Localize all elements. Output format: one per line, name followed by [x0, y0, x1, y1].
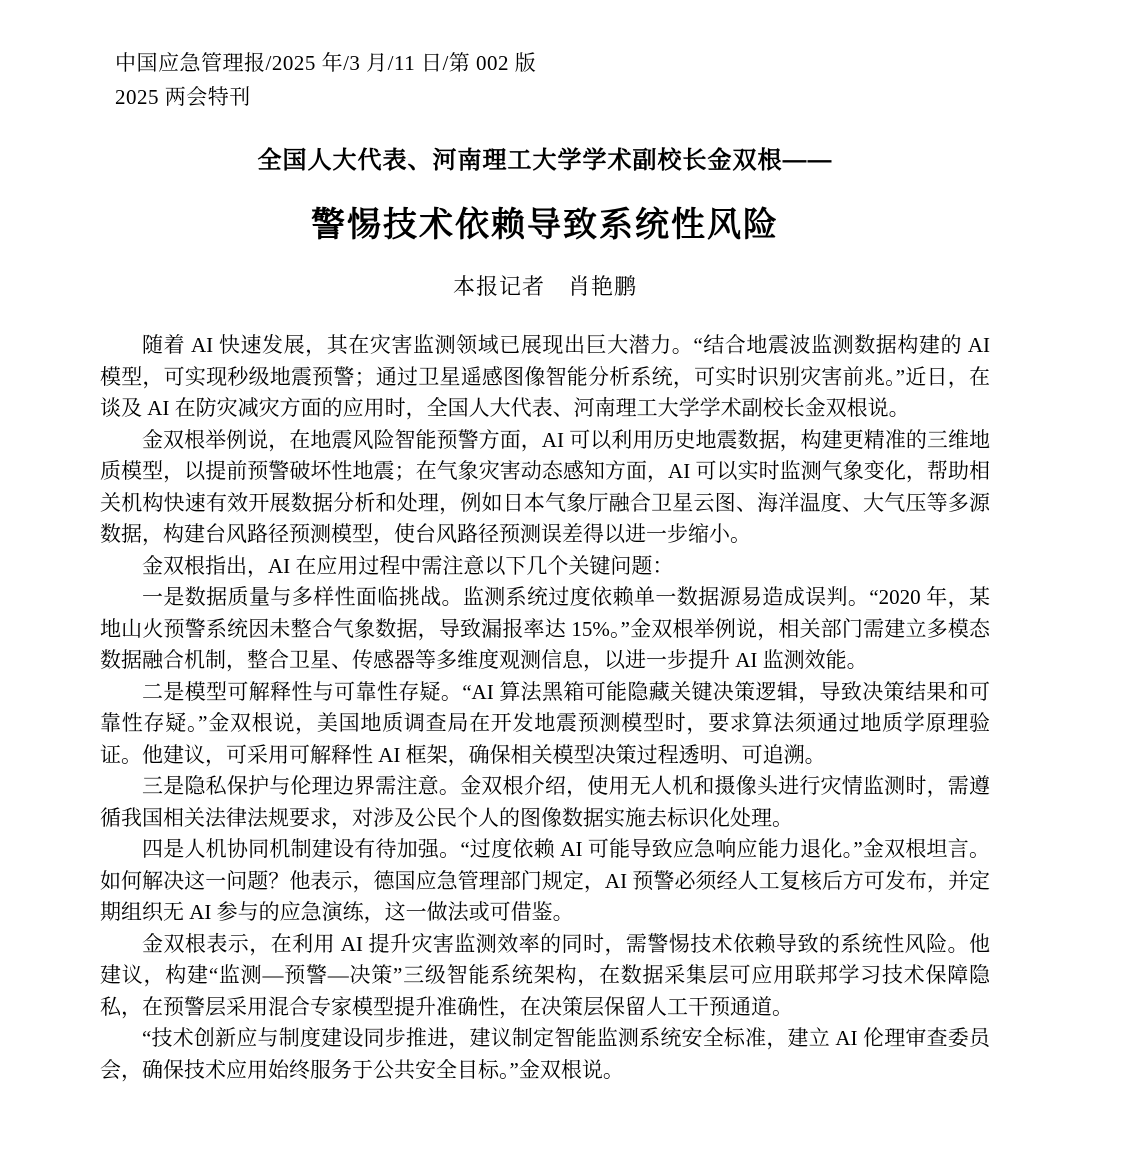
- paragraph-4: 一是数据质量与多样性面临挑战。监测系统过度依赖单一数据源易造成误判。“2020 年，某地山火预警系统因未整合气象数据，导致漏报率达 15%。”金双根举例说，相关部门需建立多模态数据融合机制，整合卫星、传感器等多维度观测信息，以进一步提升 AI 监测效能。: [100, 585, 990, 672]
- edition-line: 2025 两会特刊: [115, 85, 251, 109]
- paragraph-7: 四是人机协同机制建设有待加强。“过度依赖 AI 可能导致应急响应能力退化。”金双根坦言。如何解决这一问题？他表示，德国应急管理部门规定，AI 预警必须经人工复核后方可发布，并定期组织无 AI 参与的应急演练，这一做法或可借鉴。: [100, 837, 990, 924]
- article-byline: 本报记者 肖艳鹏: [452, 274, 637, 299]
- paragraph-5: 二是模型可解释性与可靠性存疑。“AI 算法黑箱可能隐藏关键决策逻辑，导致决策结果和可靠性存疑。”金双根说，美国地质调查局在开发地震预测模型时，要求算法须通过地质学原理验证。他建议，可采用可解释性 AI 框架，确保相关模型决策过程透明、可追溯。: [100, 679, 990, 767]
- article-title: 警惕技术依赖导致系统性风险: [311, 206, 779, 244]
- publication-date-line: 中国应急管理报/2025 年/3 月/11 日/第 002 版: [115, 51, 537, 75]
- paragraph-3: 金双根指出，AI 在应用过程中需注意以下几个关键问题：: [142, 553, 674, 578]
- article-kicker: 全国人大代表、河南理工大学学术副校长金双根——: [257, 147, 833, 174]
- paragraph-6: 三是隐私保护与伦理边界需注意。金双根介绍，使用无人机和摄像头进行灾情监测时，需遵循我国相关法律法规要求，对涉及公民个人的图像数据实施去标识化处理。: [100, 774, 990, 830]
- paragraph-1: 随着 AI 快速发展，其在灾害监测领域已展现出巨大潜力。“结合地震波监测数据构建的 AI 模型，可实现秒级地震预警；通过卫星遥感图像智能分析系统，可实时识别灾害前兆。”近日，在谈及 AI 在防灾减灾方面的应用时，全国人大代表、河南理工大学学术副校长金双根说。: [100, 333, 990, 420]
- paragraph-9: “技术创新应与制度建设同步推进，建议制定智能监测系统安全标准，建立 AI 伦理审查委员会，确保技术应用始终服务于公共安全目标。”金双根说。: [100, 1026, 990, 1082]
- article-body: [100, 330, 990, 1086]
- paragraph-8: 金双根表示，在利用 AI 提升灾害监测效率的同时，需警惕技术依赖导致的系统性风险。他建议，构建“监测—预警—决策”三级智能系统架构，在数据采集层可应用联邦学习技术保障隐私，在预警层采用混合专家模型提升准确性，在决策层保留人工干预通道。: [100, 931, 990, 1019]
- paragraph-2: 金双根举例说，在地震风险智能预警方面，AI 可以利用历史地震数据，构建更精准的三维地质模型，以提前预警破坏性地震；在气象灾害动态感知方面，AI 可以实时监测气象变化，帮助相关机构快速有效开展数据分析和处理，例如日本气象厅融合卫星云图、海洋温度、大气压等多源数据，构建台风路径预测模型，使台风路径预测误差得以进一步缩小。: [100, 427, 990, 546]
- masthead: [115, 46, 990, 114]
